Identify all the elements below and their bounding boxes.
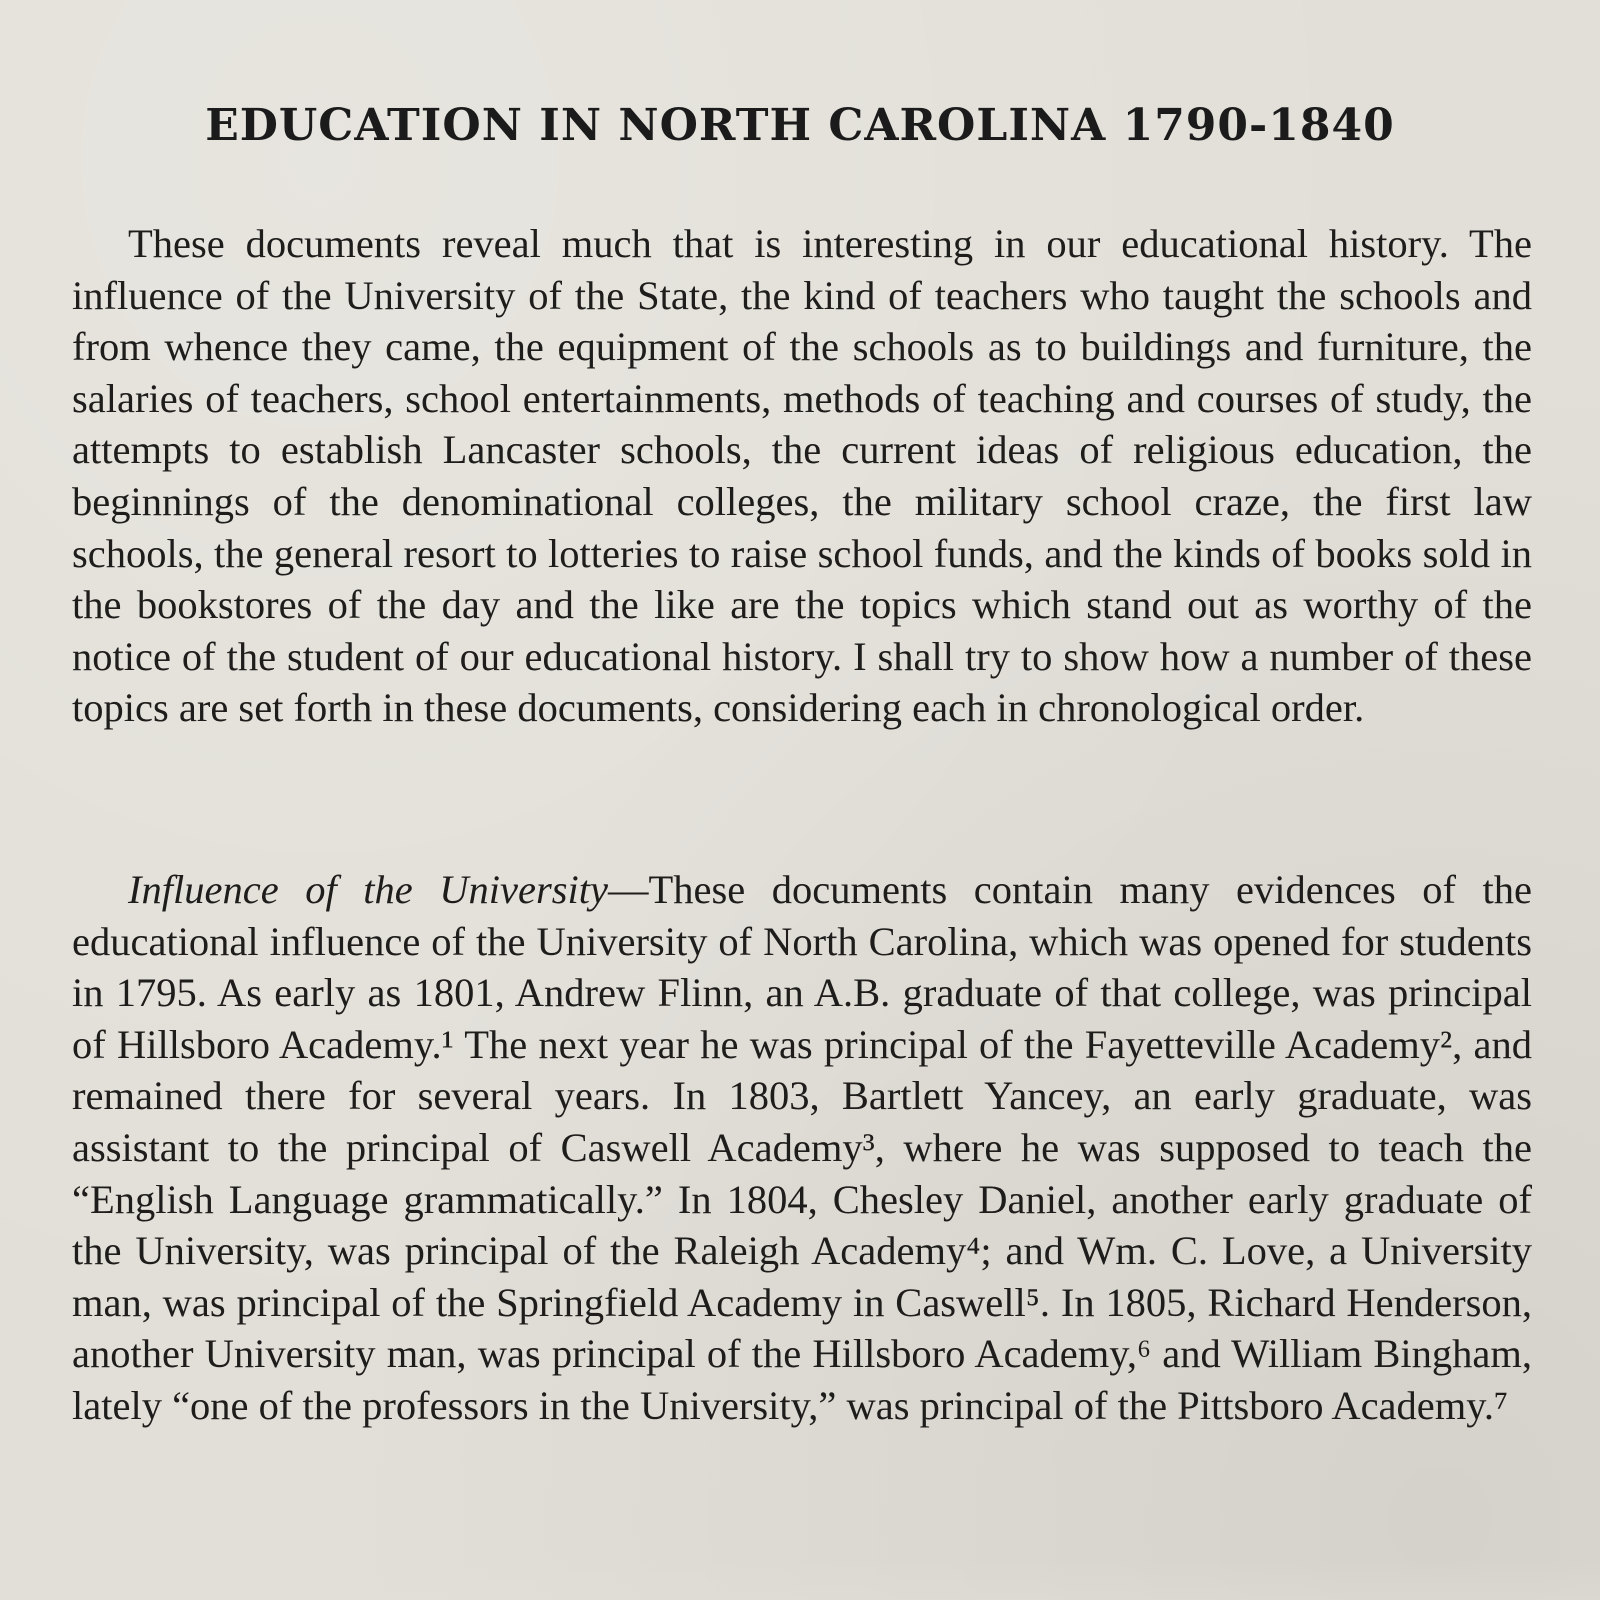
paragraph-influence-of-university: [72, 864, 1532, 1432]
paragraph-introduction: [72, 218, 1532, 734]
section-lead-heading: Influence of the University: [128, 867, 608, 912]
page-title: EDUCATION IN NORTH CAROLINA 1790-1840: [205, 100, 1395, 151]
paragraph-text: These documents reveal much that is interesting in our educational history. The influence of the University of the State, the kind of teachers who taught the schools and from whence they came, the equipment of the schools as to buildings and furniture, the salaries of teachers, school entertainments, methods of teaching and courses of study, the attempts to establish Lancaster schools, the current ideas of religious education, the beginnings of the denominational colleges, the military school craze, the first law schools, the general resort to lotteries to raise school funds, and the kinds of books sold in the bookstores of the day and the like are the topics which stand out as worthy of the notice of the student of our educational history. I shall try to show how a number of these topics are set forth in these documents, considering each in chronological order.: [72, 221, 1532, 731]
paragraph-text: —These documents contain many evidences of the educational influence of the University of North Carolina, which was opened for students in 1795. As early as 1801, Andrew Flinn, an A.B. graduate of that college, was principal of Hillsboro Academy.¹ The next year he was principal of the Fayetteville Academy², and remained there for several years. In 1803, Bartlett Yancey, an early graduate, was assistant to the principal of Caswell Academy³, where he was supposed to teach the “English Language grammatically.” In 1804, Chesley Daniel, another early graduate of the University, was principal of the Raleigh Academy⁴; and Wm. C. Love, a University man, was principal of the Springfield Academy in Caswell⁵. In 1805, Richard Henderson, another University man, was principal of the Hillsboro Academy,⁶ and William Bingham, lately “one of the professors in the University,” was principal of the Pittsboro Academy.⁷: [72, 867, 1533, 1428]
page-edge-shade: [0, 1560, 1600, 1600]
